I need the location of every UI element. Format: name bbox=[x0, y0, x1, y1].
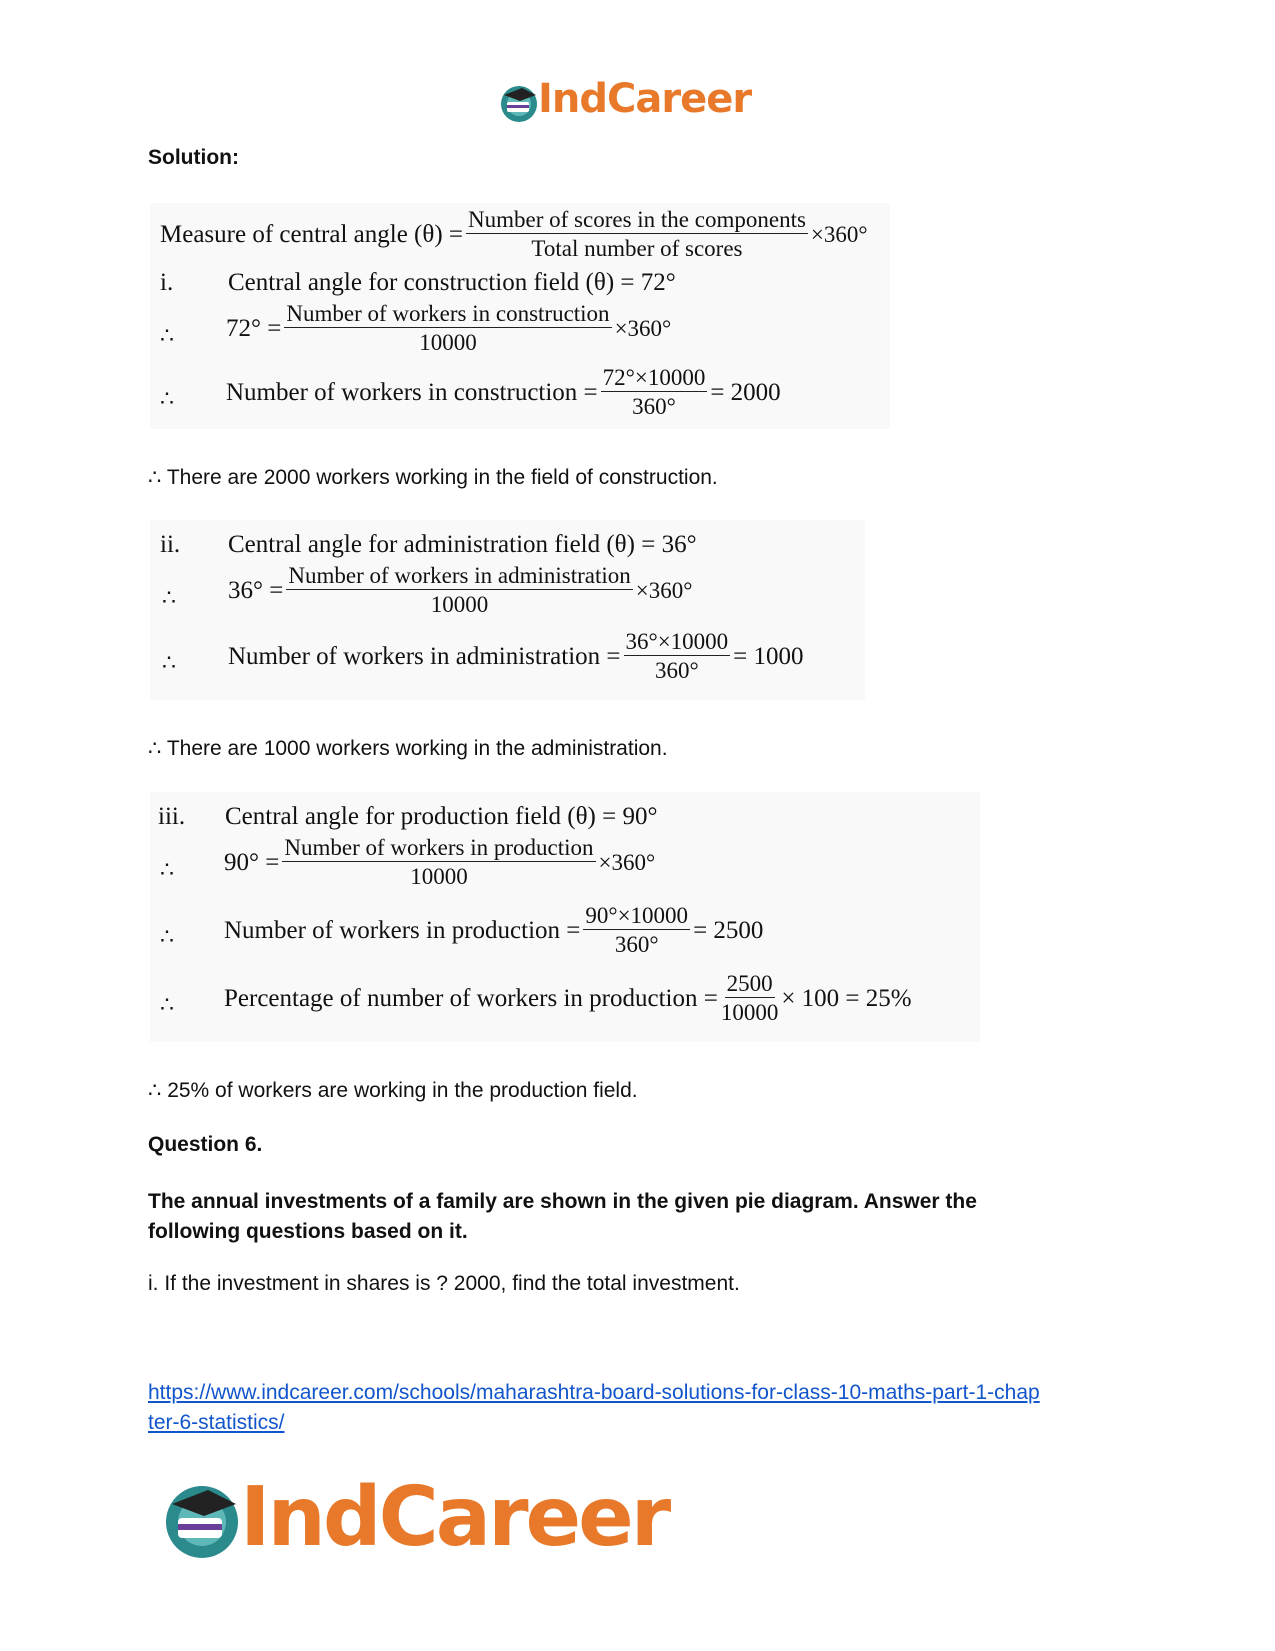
part-label: i. bbox=[160, 269, 174, 296]
percentage-row bbox=[224, 972, 912, 1025]
source-link[interactable] bbox=[148, 1378, 1040, 1438]
logo-wordmark: IndCareer bbox=[538, 76, 752, 122]
equation-fraction bbox=[286, 564, 632, 617]
logo-wordmark: IndCareer bbox=[240, 1470, 669, 1565]
equation-row bbox=[228, 564, 692, 617]
result-numerator: 90°×10000 bbox=[583, 904, 690, 930]
conclusion-production: ∴ 25% of workers are working in the production field. bbox=[148, 1079, 638, 1102]
equation-numerator: Number of workers in administration bbox=[286, 564, 632, 590]
percentage-denominator: 10000 bbox=[720, 1000, 779, 1026]
formula-numerator: Number of scores in the components bbox=[466, 208, 808, 234]
therefore-symbol: ∴ bbox=[160, 857, 174, 882]
question-title: Question 6. bbox=[148, 1133, 263, 1156]
equation-fraction bbox=[282, 836, 595, 889]
result-fraction bbox=[624, 630, 731, 683]
therefore-symbol: ∴ bbox=[162, 585, 176, 610]
equation-denominator: 10000 bbox=[419, 330, 477, 356]
result-denominator: 360° bbox=[632, 394, 676, 420]
formula-tail: ×360° bbox=[810, 221, 868, 247]
math-panel-production bbox=[150, 792, 980, 1042]
source-link-line[interactable]: https://www.indcareer.com/schools/maharashtra-board-solutions-for-class-10-maths-part-1-chap bbox=[148, 1381, 1040, 1404]
equation-numerator: Number of workers in production bbox=[282, 836, 595, 862]
part-label: ii. bbox=[160, 531, 181, 558]
result-denominator: 360° bbox=[614, 932, 659, 958]
percentage-fraction bbox=[721, 972, 779, 1025]
result-fraction bbox=[601, 366, 708, 419]
equation-denominator: 10000 bbox=[430, 592, 489, 618]
result-value: = 1000 bbox=[733, 642, 804, 670]
result-lhs: Number of workers in administration = bbox=[228, 642, 621, 670]
result-row bbox=[228, 630, 804, 683]
graduation-globe-icon bbox=[498, 82, 540, 124]
percentage-numerator: 2500 bbox=[725, 972, 775, 998]
result-numerator: 72°×10000 bbox=[601, 366, 708, 392]
formula-fraction bbox=[466, 208, 808, 261]
indcareer-logo-bottom bbox=[160, 1470, 700, 1580]
part-label: iii. bbox=[158, 803, 186, 830]
result-numerator: 36°×10000 bbox=[624, 630, 731, 656]
result-lhs: Number of workers in production = bbox=[224, 916, 581, 944]
percentage-lhs: Percentage of number of workers in production = bbox=[224, 984, 718, 1012]
result-value: = 2000 bbox=[710, 378, 781, 406]
equation-fraction bbox=[284, 302, 611, 355]
result-row bbox=[224, 904, 763, 957]
equation-lhs: 90° = bbox=[224, 848, 280, 876]
graduation-globe-icon bbox=[160, 1478, 244, 1562]
equation-tail: ×360° bbox=[598, 849, 656, 875]
result-lhs: Number of workers in construction = bbox=[226, 378, 598, 406]
math-panel-construction bbox=[150, 203, 890, 429]
formula-lhs: Measure of central angle (θ) = bbox=[160, 220, 464, 248]
formula-denominator: Total number of scores bbox=[531, 236, 743, 262]
question-text bbox=[148, 1187, 977, 1247]
central-angle-line: Central angle for administration field (θ) = 36° bbox=[228, 531, 697, 558]
conclusion-construction: ∴ There are 2000 workers working in the field of construction. bbox=[148, 466, 718, 489]
percentage-value: × 100 = 25% bbox=[781, 984, 912, 1012]
indcareer-logo-top bbox=[498, 78, 778, 128]
equation-row bbox=[226, 302, 671, 355]
math-panel-administration bbox=[150, 520, 865, 700]
therefore-symbol: ∴ bbox=[162, 650, 176, 675]
therefore-symbol: ∴ bbox=[160, 323, 174, 348]
result-fraction bbox=[583, 904, 690, 957]
question-sub-i: i. If the investment in shares is ? 2000, find the total investment. bbox=[148, 1272, 740, 1295]
question-text-line: The annual investments of a family are shown in the given pie diagram. Answer the bbox=[148, 1190, 977, 1213]
conclusion-administration: ∴ There are 1000 workers working in the administration. bbox=[148, 737, 668, 760]
central-angle-line: Central angle for production field (θ) = 90° bbox=[225, 803, 658, 830]
therefore-symbol: ∴ bbox=[160, 992, 174, 1017]
equation-row bbox=[224, 836, 655, 889]
therefore-symbol: ∴ bbox=[160, 924, 174, 949]
therefore-symbol: ∴ bbox=[160, 386, 174, 411]
equation-numerator: Number of workers in construction bbox=[284, 302, 611, 328]
question-text-line: following questions based on it. bbox=[148, 1220, 468, 1243]
result-value: = 2500 bbox=[693, 916, 764, 944]
equation-lhs: 72° = bbox=[226, 314, 282, 342]
solution-label: Solution: bbox=[148, 146, 239, 169]
formula-row bbox=[160, 208, 868, 261]
equation-lhs: 36° = bbox=[228, 576, 284, 604]
equation-denominator: 10000 bbox=[410, 864, 468, 890]
equation-tail: ×360° bbox=[635, 577, 693, 603]
central-angle-line: Central angle for construction field (θ) = 72° bbox=[228, 269, 676, 296]
source-link-line[interactable]: ter-6-statistics/ bbox=[148, 1411, 285, 1434]
result-denominator: 360° bbox=[654, 658, 699, 684]
result-row bbox=[226, 366, 781, 419]
equation-tail: ×360° bbox=[614, 315, 672, 341]
